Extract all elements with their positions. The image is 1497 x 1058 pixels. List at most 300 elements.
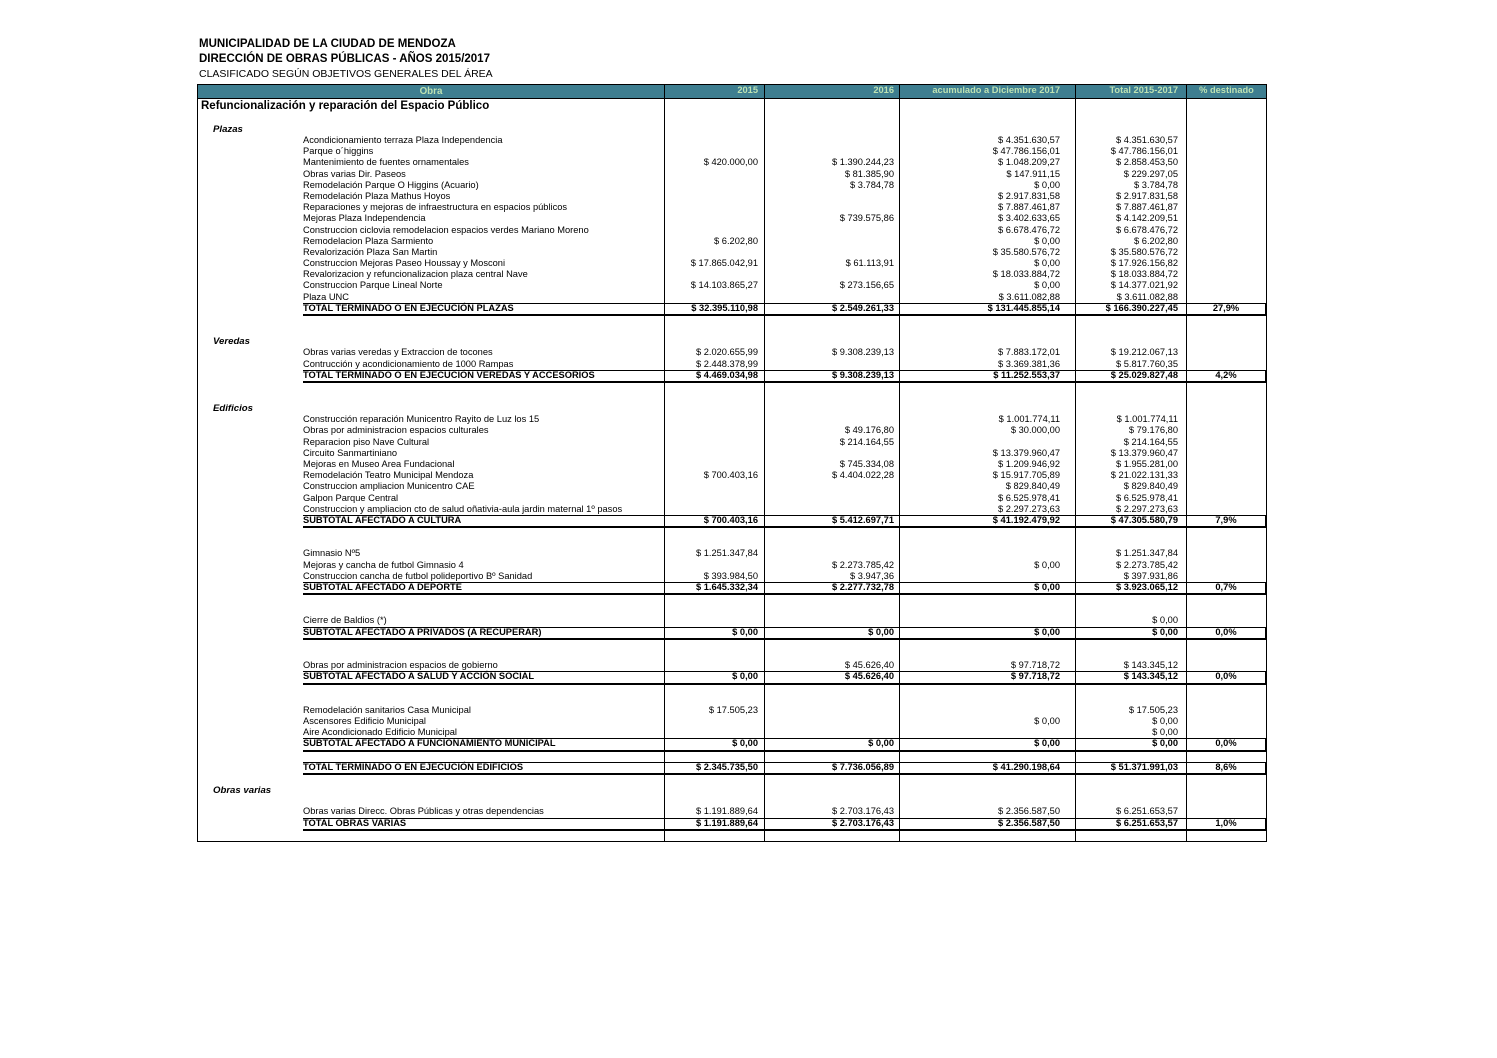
cell-2016: [764, 595, 899, 605]
cell-2016: [764, 316, 899, 326]
cell-obra: [198, 303, 664, 317]
cell-pct: [1186, 157, 1266, 168]
cell-total: [1075, 403, 1186, 414]
cell-2016: $ 45.626,40: [764, 660, 899, 671]
table-row: [198, 169, 1266, 180]
cell-2016: $ 45.626,40: [764, 671, 899, 685]
cell-pct: [1186, 225, 1266, 236]
cell-2016: [764, 538, 899, 548]
cell-pct: [1186, 538, 1266, 548]
table-row: [198, 560, 1266, 571]
cell-total: $ 1.001.774,11: [1075, 414, 1186, 425]
row-indent: [198, 303, 303, 317]
cell-2015: $ 2.020.655,99: [664, 347, 764, 358]
cell-acumulado: [899, 528, 1075, 538]
cell-acumulado: [899, 595, 1075, 605]
row-label: Plazas: [213, 124, 243, 135]
row-label: Revalorizacion y refuncionalizacion plaza central Nave: [303, 269, 528, 280]
cell-pct: 27,9%: [1186, 303, 1266, 317]
cell-total: [1075, 650, 1186, 660]
row-indent: [198, 515, 303, 529]
cell-2015: [664, 831, 764, 841]
cell-acumulado: [899, 775, 1075, 785]
cell-pct: 0,7%: [1186, 582, 1266, 596]
table-row: [198, 191, 1266, 202]
cell-2016: [764, 359, 899, 370]
cell-obra: [198, 437, 664, 448]
cell-total: [1075, 538, 1186, 548]
cell-2015: $ 2.345.735,50: [664, 762, 764, 776]
cell-total: [1075, 605, 1186, 615]
table-row: [198, 383, 1266, 393]
cell-pct: [1186, 247, 1266, 258]
cell-2015: [664, 414, 764, 425]
cell-obra: [198, 213, 664, 224]
cell-2016: [764, 414, 899, 425]
cell-2015: [664, 796, 764, 806]
cell-pct: [1186, 493, 1266, 504]
cell-acumulado: [899, 831, 1075, 841]
cell-obra: [198, 336, 664, 347]
cell-acumulado: $ 13.379.960,47: [899, 448, 1075, 459]
table-row: [198, 99, 1266, 114]
cell-obra: [198, 225, 664, 236]
cell-2016: [764, 99, 899, 114]
cell-2016: $ 2.277.732,78: [764, 582, 899, 596]
row-label: Cierre de Baldios (*): [303, 615, 387, 626]
cell-pct: [1186, 269, 1266, 280]
row-label: Obras varias Direcc. Obras Públicas y otras dependencias: [303, 806, 544, 817]
table-row: [198, 538, 1266, 548]
cell-obra: [198, 448, 664, 459]
cell-total: $ 6.202,80: [1075, 236, 1186, 247]
cell-pct: [1186, 236, 1266, 247]
cell-pct: [1186, 135, 1266, 146]
cell-pct: [1186, 213, 1266, 224]
table-row: [198, 727, 1266, 738]
cell-total: $ 0,00: [1075, 716, 1186, 727]
cell-pct: [1186, 383, 1266, 393]
cell-total: [1075, 528, 1186, 538]
cell-obra: [198, 538, 664, 548]
cell-2016: $ 9.308.239,13: [764, 347, 899, 358]
cell-2015: $ 17.505,23: [664, 705, 764, 716]
cell-2015: [664, 538, 764, 548]
cell-pct: [1186, 685, 1266, 695]
cell-2016: $ 739.575,86: [764, 213, 899, 224]
table-row: [198, 695, 1266, 705]
cell-2015: $ 1.645.332,34: [664, 582, 764, 596]
cell-pct: 7,9%: [1186, 515, 1266, 529]
cell-obra: [198, 347, 664, 358]
row-label: Edificios: [213, 403, 253, 415]
cell-acumulado: $ 0,00: [899, 738, 1075, 752]
cell-obra: [198, 180, 664, 191]
table-row: [198, 303, 1266, 317]
cell-total: $ 3.923.065,12: [1075, 582, 1186, 596]
cell-obra: [198, 258, 664, 269]
cell-acumulado: [899, 695, 1075, 705]
cell-2015: [664, 425, 764, 436]
cell-pct: [1186, 831, 1266, 841]
cell-total: $ 14.377.021,92: [1075, 280, 1186, 291]
cell-pct: [1186, 359, 1266, 370]
cell-2015: [664, 326, 764, 336]
row-label: Remodelación Teatro Municipal Mendoza: [303, 470, 474, 481]
row-label: Mejoras y cancha de futbol Gimnasio 4: [303, 559, 464, 570]
row-label: Construccion ampliacion Municentro CAE: [303, 481, 475, 492]
cell-2015: [664, 615, 764, 626]
table-row: [198, 705, 1266, 716]
cell-obra: [198, 114, 664, 124]
cell-2016: [764, 548, 899, 559]
table-row: [198, 403, 1266, 414]
cell-obra: [198, 403, 664, 414]
table-row: [198, 459, 1266, 470]
cell-2016: [764, 605, 899, 615]
table-row: [198, 548, 1266, 559]
cell-total: [1075, 124, 1186, 135]
table-row: [198, 615, 1266, 626]
table-row: [198, 157, 1266, 168]
cell-acumulado: [899, 393, 1075, 403]
cell-total: [1075, 99, 1186, 114]
cell-pct: [1186, 414, 1266, 425]
cell-acumulado: $ 2.356.587,50: [899, 806, 1075, 817]
cell-total: $ 19.212.067,13: [1075, 347, 1186, 358]
row-label: Remodelación Parque O Higgins (Acuario): [303, 179, 479, 190]
cell-obra: [198, 775, 664, 785]
cell-2016: [764, 685, 899, 695]
table-row: [198, 470, 1266, 481]
cell-2016: $ 745.334,08: [764, 459, 899, 470]
cell-total: $ 3.611.082,88: [1075, 292, 1186, 303]
table-row: [198, 135, 1266, 146]
cell-2016: $ 7.736.056,89: [764, 762, 899, 776]
cell-pct: [1186, 806, 1266, 817]
cell-2016: [764, 202, 899, 213]
cell-acumulado: [899, 437, 1075, 448]
cell-2016: $ 9.308.239,13: [764, 370, 899, 384]
cell-total: $ 2.917.831,58: [1075, 191, 1186, 202]
cell-2016: [764, 146, 899, 157]
cell-2015: [664, 481, 764, 492]
cell-acumulado: $ 3.369.381,36: [899, 359, 1075, 370]
cell-2015: $ 0,00: [664, 671, 764, 685]
table-row: [198, 671, 1266, 685]
cell-total: [1075, 326, 1186, 336]
table-row: [198, 716, 1266, 727]
cell-obra: [198, 504, 664, 515]
row-label: Construccion ciclovia remodelacion espacios verdes Mariano Moreno: [303, 224, 589, 235]
row-label: Gimnasio Nº5: [303, 548, 361, 559]
cell-2016: $ 49.176,80: [764, 425, 899, 436]
cell-2016: [764, 124, 899, 135]
cell-total: $ 6.525.978,41: [1075, 493, 1186, 504]
cell-pct: [1186, 425, 1266, 436]
table-row: [198, 752, 1266, 762]
cell-acumulado: [899, 650, 1075, 660]
cell-obra: [198, 660, 664, 671]
cell-pct: [1186, 180, 1266, 191]
cell-2016: $ 61.113,91: [764, 258, 899, 269]
cell-acumulado: [899, 727, 1075, 738]
row-label: Construccion Parque Lineal Norte: [303, 280, 443, 291]
cell-2015: [664, 640, 764, 650]
column-header-acumulado: acumulado a Diciembre 2017: [899, 85, 1075, 98]
cell-2015: [664, 727, 764, 738]
cell-total: $ 1.955.281,00: [1075, 459, 1186, 470]
cell-acumulado: $ 829.840,49: [899, 481, 1075, 492]
table-row: [198, 762, 1266, 776]
table-row: [198, 180, 1266, 191]
cell-obra: [198, 705, 664, 716]
cell-2015: $ 1.191.889,64: [664, 806, 764, 817]
cell-obra: [198, 370, 664, 384]
row-label: SUBTOTAL AFECTADO A FUNCIONAMIENTO MUNICIPAL: [303, 738, 664, 752]
cell-obra: [198, 785, 664, 796]
cell-2016: $ 273.156,65: [764, 280, 899, 291]
cell-acumulado: $ 7.883.172,01: [899, 347, 1075, 358]
cell-total: $ 2.273.785,42: [1075, 560, 1186, 571]
row-label: Remodelación Plaza Mathus Hoyos: [303, 190, 451, 201]
cell-2016: [764, 775, 899, 785]
cell-2016: [764, 269, 899, 280]
cell-obra: [198, 595, 664, 605]
cell-acumulado: $ 97.718,72: [899, 671, 1075, 685]
cell-2016: [764, 247, 899, 258]
cell-acumulado: $ 4.351.630,57: [899, 135, 1075, 146]
cell-2016: [764, 393, 899, 403]
table-row: [198, 493, 1266, 504]
table-row: [198, 225, 1266, 236]
cell-2016: $ 2.273.785,42: [764, 560, 899, 571]
column-header-2016: 2016: [764, 85, 899, 98]
cell-2015: $ 17.865.042,91: [664, 258, 764, 269]
cell-2016: [764, 448, 899, 459]
cell-pct: 4,2%: [1186, 370, 1266, 384]
cell-pct: [1186, 605, 1266, 615]
cell-acumulado: $ 0,00: [899, 582, 1075, 596]
cell-2015: [664, 448, 764, 459]
table-row: [198, 504, 1266, 515]
cell-total: [1075, 685, 1186, 695]
cell-acumulado: $ 7.887.461,87: [899, 202, 1075, 213]
cell-2015: $ 1.191.889,64: [664, 818, 764, 832]
cell-obra: [198, 727, 664, 738]
row-label: Plaza UNC: [303, 291, 349, 302]
cell-pct: [1186, 705, 1266, 716]
cell-2015: [664, 292, 764, 303]
cell-2015: [664, 124, 764, 135]
row-label: Obras varias veredas y Extraccion de tocones: [303, 347, 493, 358]
cell-obra: [198, 247, 664, 258]
cell-total: [1075, 752, 1186, 762]
cell-pct: [1186, 280, 1266, 291]
table-row: [198, 124, 1266, 135]
classification-subtitle: CLASIFICADO SEGÚN OBJETIVOS GENERALES DEL ÁREA: [199, 68, 493, 80]
cell-2015: $ 393.984,50: [664, 571, 764, 582]
cell-acumulado: $ 97.718,72: [899, 660, 1075, 671]
cell-acumulado: $ 41.290.198,64: [899, 762, 1075, 776]
cell-acumulado: $ 35.580.576,72: [899, 247, 1075, 258]
cell-obra: [198, 383, 664, 393]
table-row: [198, 785, 1266, 796]
cell-total: [1075, 383, 1186, 393]
table-row: [198, 146, 1266, 157]
cell-obra: [198, 414, 664, 425]
cell-2016: [764, 785, 899, 796]
cell-total: $ 2.858.453,50: [1075, 157, 1186, 168]
cell-obra: [198, 481, 664, 492]
cell-2016: $ 214.164,55: [764, 437, 899, 448]
cell-total: [1075, 393, 1186, 403]
cell-acumulado: $ 2.917.831,58: [899, 191, 1075, 202]
cell-2016: [764, 326, 899, 336]
cell-total: $ 47.786.156,01: [1075, 146, 1186, 157]
cell-obra: [198, 326, 664, 336]
row-indent: [198, 738, 303, 752]
cell-2016: [764, 336, 899, 347]
row-label: Galpon Parque Central: [303, 492, 399, 503]
cell-2016: [764, 236, 899, 247]
cell-pct: [1186, 571, 1266, 582]
cell-2016: [764, 650, 899, 660]
cell-2015: $ 0,00: [664, 738, 764, 752]
table-row: [198, 448, 1266, 459]
cell-2015: [664, 247, 764, 258]
table-row: [198, 359, 1266, 370]
row-label: Reparaciones y mejoras de infraestructura en espacios públicos: [303, 202, 568, 213]
table-row: [198, 236, 1266, 247]
column-header-obra: Obra: [419, 86, 443, 97]
cell-pct: 0,0%: [1186, 738, 1266, 752]
cell-pct: 0,0%: [1186, 671, 1266, 685]
cell-total: $ 47.305.580,79: [1075, 515, 1186, 529]
cell-2015: [664, 336, 764, 347]
cell-pct: 8,6%: [1186, 762, 1266, 776]
cell-2016: $ 1.390.244,23: [764, 157, 899, 168]
cell-pct: 0,0%: [1186, 627, 1266, 641]
cell-2016: [764, 114, 899, 124]
table-row: [198, 650, 1266, 660]
row-indent: [198, 762, 303, 776]
cell-pct: [1186, 347, 1266, 358]
table-row: [198, 515, 1266, 529]
table-row: [198, 738, 1266, 752]
cell-pct: [1186, 752, 1266, 762]
cell-obra: [198, 752, 664, 762]
cell-obra: [198, 650, 664, 660]
cell-obra: [198, 393, 664, 403]
cell-acumulado: [899, 124, 1075, 135]
document-header: [199, 37, 493, 81]
cell-pct: [1186, 785, 1266, 796]
table-row: [198, 258, 1266, 269]
cell-total: $ 829.840,49: [1075, 481, 1186, 492]
cell-acumulado: [899, 705, 1075, 716]
row-label: Obras por administracion espacios de gobierno: [303, 660, 498, 671]
cell-pct: [1186, 528, 1266, 538]
cell-obra: [198, 292, 664, 303]
cell-2015: [664, 225, 764, 236]
cell-2015: [664, 650, 764, 660]
cell-obra: [198, 493, 664, 504]
row-label: TOTAL TERMINADO O EN EJECUCIÓN EDIFICIOS: [303, 762, 664, 776]
cell-2015: [664, 785, 764, 796]
cell-2015: [664, 169, 764, 180]
cell-total: $ 0,00: [1075, 738, 1186, 752]
cell-total: $ 4.351.630,57: [1075, 135, 1186, 146]
cell-obra: [198, 818, 664, 832]
cell-obra: [198, 99, 664, 114]
cell-2016: $ 4.404.022,28: [764, 470, 899, 481]
cell-acumulado: $ 147.911,15: [899, 169, 1075, 180]
cell-2015: [664, 695, 764, 705]
cell-2015: [664, 716, 764, 727]
cell-acumulado: $ 18.033.884,72: [899, 269, 1075, 280]
table-row: [198, 605, 1266, 615]
cell-obra: [198, 831, 664, 841]
cell-2015: [664, 685, 764, 695]
cell-acumulado: [899, 326, 1075, 336]
cell-total: [1075, 640, 1186, 650]
row-label: Construccion cancha de futbol polideportivo Bº Sanidad: [303, 570, 533, 581]
cell-2016: [764, 504, 899, 515]
cell-pct: [1186, 716, 1266, 727]
table-row: [198, 571, 1266, 582]
cell-2016: [764, 493, 899, 504]
table-row: [198, 336, 1266, 347]
row-label: TOTAL TERMINADO O EN EJECUCIÓN VEREDAS Y ACCESORIOS: [303, 370, 664, 384]
cell-2016: [764, 225, 899, 236]
row-label: Remodelación sanitarios Casa Municipal: [303, 704, 471, 715]
cell-obra: [198, 191, 664, 202]
cell-2015: [664, 316, 764, 326]
cell-2015: $ 700.403,16: [664, 515, 764, 529]
row-label: Acondicionamiento terraza Plaza Independencia: [303, 135, 503, 145]
cell-obra: [198, 425, 664, 436]
table-row: [198, 425, 1266, 436]
cell-pct: [1186, 114, 1266, 124]
cell-obra: [198, 685, 664, 695]
row-label: Construccion y ampliacion cto de salud oñativia-aula jardin maternal 1º pasos: [303, 503, 623, 514]
cell-2016: [764, 796, 899, 806]
table-row: [198, 481, 1266, 492]
cell-2015: [664, 213, 764, 224]
cell-obra: [198, 169, 664, 180]
cell-2015: $ 1.251.347,84: [664, 548, 764, 559]
cell-total: $ 166.390.227,45: [1075, 303, 1186, 317]
cell-2015: $ 4.469.034,98: [664, 370, 764, 384]
cell-pct: [1186, 481, 1266, 492]
row-indent: [198, 370, 303, 384]
table-row: [198, 528, 1266, 538]
table-row: [198, 831, 1266, 841]
table-row: [198, 660, 1266, 671]
row-label: Mejoras en Museo Area Fundacional: [303, 458, 455, 469]
cell-2015: [664, 403, 764, 414]
cell-2015: $ 420.000,00: [664, 157, 764, 168]
cell-2015: [664, 180, 764, 191]
row-label: SUBTOTAL AFECTADO A SALUD Y ACCIÓN SOCIAL: [303, 671, 664, 685]
row-label: SUBTOTAL AFECTADO A CULTURA: [303, 515, 664, 529]
cell-2016: [764, 191, 899, 202]
cell-2016: [764, 403, 899, 414]
cell-total: $ 7.887.461,87: [1075, 202, 1186, 213]
cell-acumulado: $ 6.678.476,72: [899, 225, 1075, 236]
cell-obra: [198, 695, 664, 705]
